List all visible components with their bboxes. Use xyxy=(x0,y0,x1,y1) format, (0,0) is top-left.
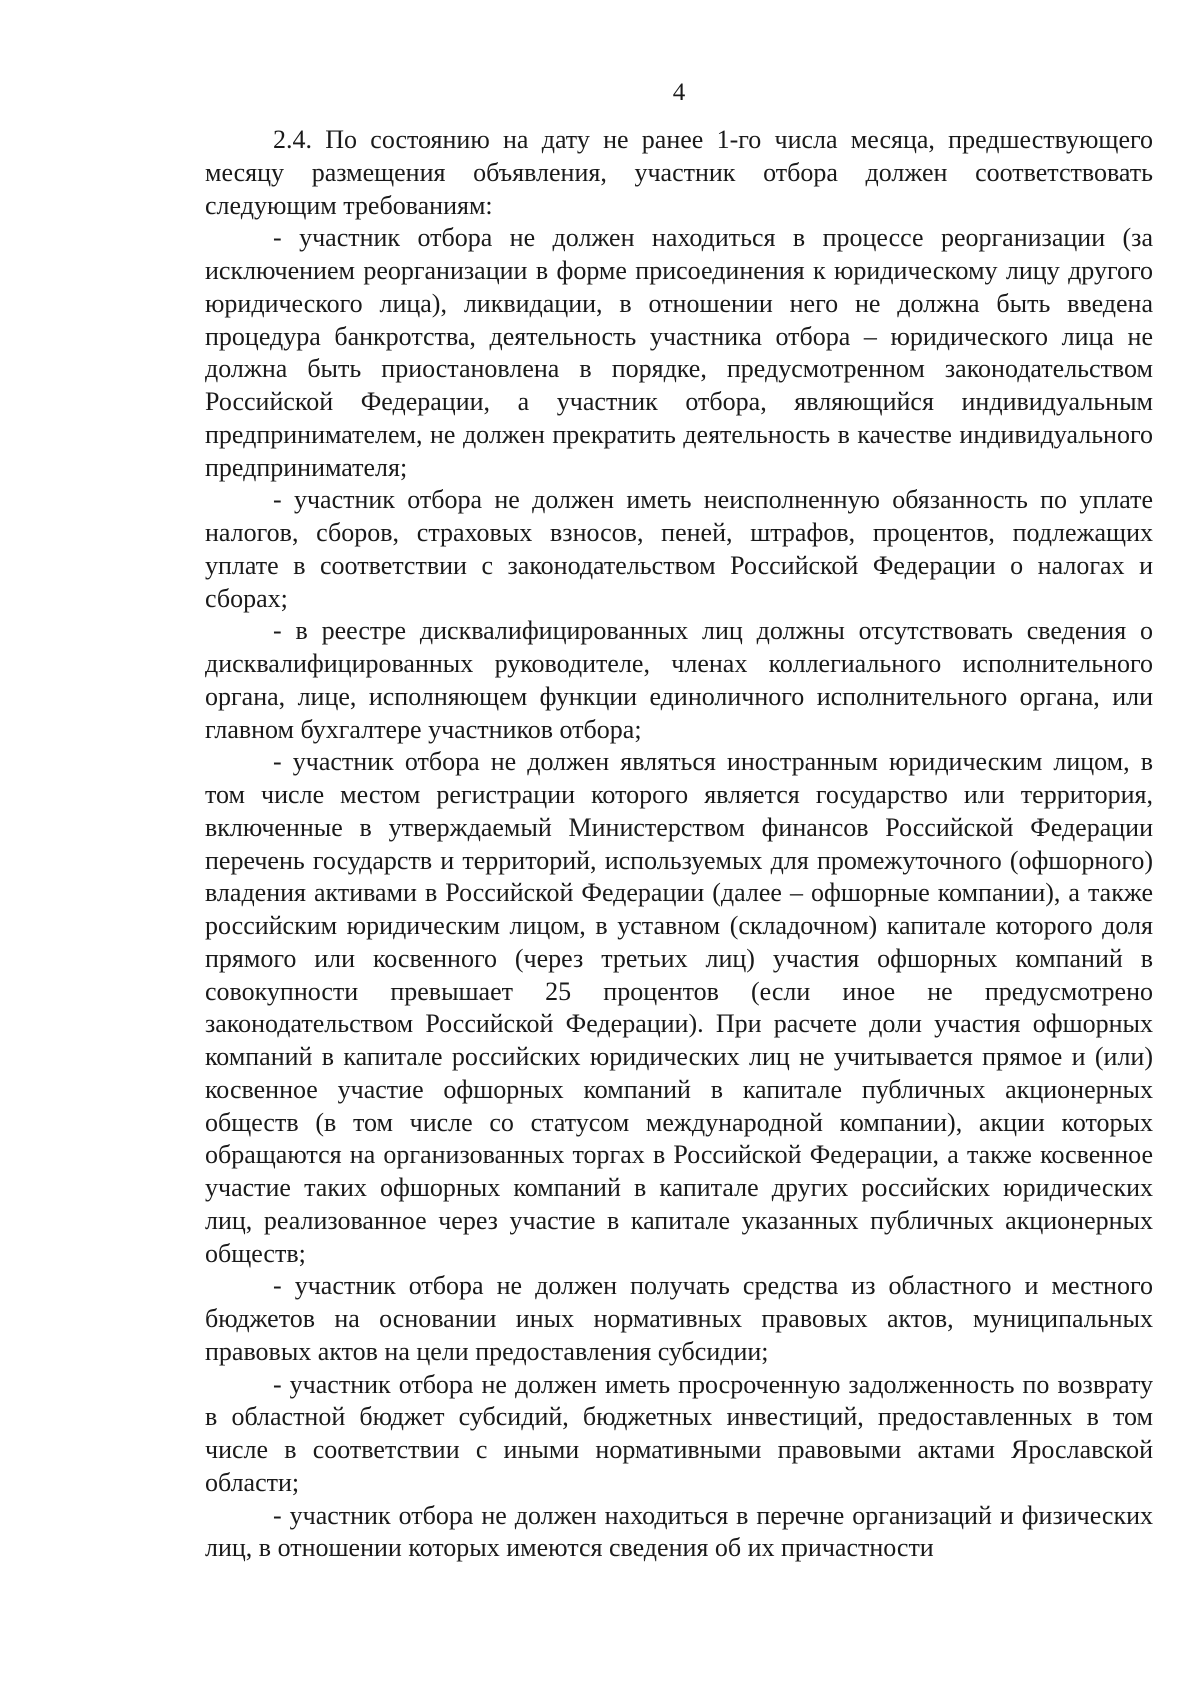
paragraph-disqualified-persons: - в реестре дисквалифицированных лиц должны отсутствовать сведения о дисквалифицированных руководителе, членах коллегиального исполнительного органа, лице, исполняющем функции единоличного исполнительного органа, или главном бухгалтере участников отбора; xyxy=(205,616,1153,744)
document-body xyxy=(205,124,1153,1565)
paragraph-offshore-companies: - участник отбора не должен являться иностранным юридическим лицом, в том числе местом регистрации которого является государство или территория, включенные в утверждаемый Министерством финансов Российской Федерации перечень государств и территорий, используемых для промежуточного (офшорного) владения активами в Российской Федерации (далее – офшорные компании), а также российским юридическим лицом, в уставном (складочном) капитале которого доля прямого или косвенного (через третьих лиц) участия офшорных компаний в совокупности превышает 25 процентов (если иное не предусмотрено законодательством Российской Федерации). При расчете доли участия офшорных компаний в капитале российских юридических лиц не учитывается прямое и (или) косвенное участие офшорных компаний в капитале публичных акционерных обществ (в том числе со статусом международной компании), акции которых обращаются на организованных торгах в Российской Федерации, а также косвенное участие таких офшорных компаний в капитале других российских юридических лиц, реализованное через участие в капитале указанных публичных акционерных обществ; xyxy=(205,747,1153,1268)
paragraph-budget-funds: - участник отбора не должен получать средства из областного и местного бюджетов на основании иных нормативных правовых актов, муниципальных правовых актов на цели предоставления субсидии; xyxy=(205,1271,1153,1366)
page-number: 4 xyxy=(672,79,686,106)
paragraph-list-of-organizations: - участник отбора не должен находиться в перечне организаций и физических лиц, в отношении которых имеются сведения об их причастности xyxy=(205,1500,1153,1563)
paragraph-2-4-intro: 2.4. По состоянию на дату не ранее 1-го числа месяца, предшествующего месяцу размещения объявления, участник отбора должен соответствовать следующим требованиям: xyxy=(205,125,1153,220)
paragraph-overdue-debt: - участник отбора не должен иметь просроченную задолженность по возврату в областной бюджет субсидий, бюджетных инвестиций, предоставленных в том числе в соответствии с иными нормативными правовыми актами Ярославской области; xyxy=(205,1369,1153,1497)
paragraph-tax-obligations: - участник отбора не должен иметь неисполненную обязанность по уплате налогов, сборов, страховых взносов, пеней, штрафов, процентов, подлежащих уплате в соответствии с законодательством Российской Федерации о налогах и сборах; xyxy=(205,485,1153,613)
paragraph-reorganization: - участник отбора не должен находиться в процессе реорганизации (за исключением реорганизации в форме присоединения к юридическому лицу другого юридического лица), ликвидации, в отношении него не должна быть введена процедура банкротства, деятельность участника отбора – юридического лица не должна быть приостановлена в порядке, предусмотренном законодательством Российской Федерации, а участник отбора, являющийся индивидуальным предпринимателем, не должен прекратить деятельность в качестве индивидуального предпринимателя; xyxy=(205,223,1153,482)
